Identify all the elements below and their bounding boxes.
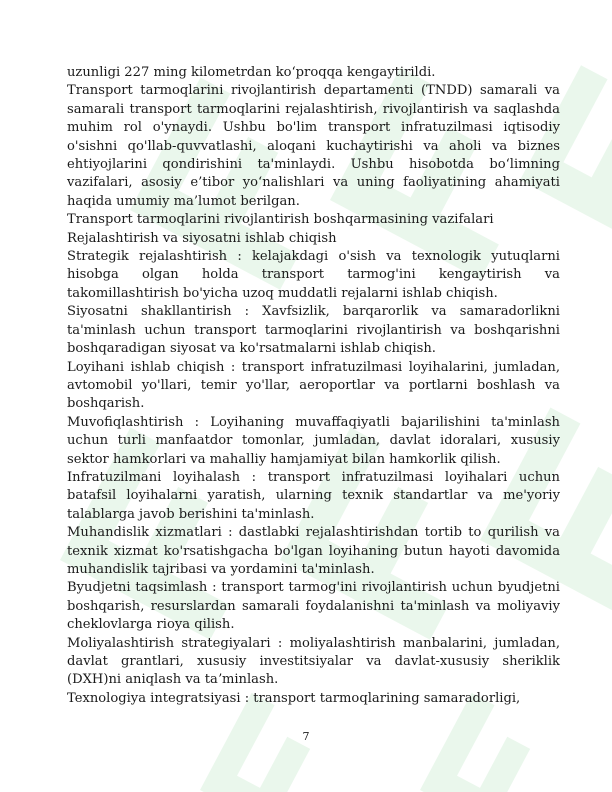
paragraph: Muvofiqlashtirish : Loyihaning muvaffaqiyatli bajarilishini ta'minlash uchun turli manfaatdor tomonlar, jumladan, davlat idoralari, xususiy sektor hamkorlari va mahalliy hamjamiyat bilan hamkorlik qilish.	[67, 414, 560, 467]
paragraph: Transport tarmoqlarini rivojlantirish departamenti (TNDD) samarali va samarali transport tarmoqlarini rejalashtirish, rivojlantirish va saqlashda muhim rol o'ynaydi. Ushbu bo'lim transport infratuzilmasi iqtisodiy o'sishni qo'llab-quvvatlashi, aloqani kuchaytirishi va aholi va biznes ehtiyojlarini qondirishini ta'minlaydi. Ushbu hisobotda bo‘limning vazifalari, asosiy e’tibor yo‘nalishlari va uning faoliyatining ahamiyati haqida umumiy ma’lumot berilgan.	[67, 83, 560, 209]
subsection-heading: Rejalashtirish va siyosatni ishlab chiqish	[67, 230, 337, 246]
paragraph: Byudjetni taqsimlash : transport tarmog'ini rivojlantirish uchun byudjetni boshqarish, resurslardan samarali foydalanishni ta'minlash va moliyaviy cheklovlarga rioya qilish.	[67, 580, 560, 633]
paragraph: uzunligi 227 ming kilometrdan koʻproqqa kengaytirildi.	[67, 65, 436, 80]
paragraph: Siyosatni shakllantirish : Xavfsizlik, barqarorlik va samaradorlikni ta'minlash uchun transport tarmoqlarini rivojlantirish va boshqarishni boshqaradigan siyosat va ko'rsatmalarni ishlab chiqish.	[67, 304, 560, 357]
paragraph: Infratuzilmani loyihalash : transport infratuzilmasi loyihalari uchun batafsil loyihalarni yaratish, ularning texnik standartlar va me'yoriy talablarga javob berishini ta'minlash.	[67, 469, 560, 522]
section-heading: Transport tarmoqlarini rivojlantirish boshqarmasining vazifalari	[67, 212, 494, 228]
paragraph: Loyihani ishlab chiqish : transport infratuzilmasi loyihalarini, jumladan, avtomobil yo'llari, temir yo'llar, aeroportlar va portlarni boshlash va boshqarish.	[67, 359, 560, 412]
paragraph: Texnologiya integratsiyasi : transport tarmoqlarining samaradorligi,	[67, 690, 521, 706]
paragraph: Strategik rejalashtirish : kelajakdagi o'sish va texnologik yutuqlarni hisobga olgan holda transport tarmog'ini kengaytirish va takomillashtirish bo'yicha uzoq muddatli rejalarni ishlab chiqish.	[67, 249, 560, 301]
paragraph: Moliyalashtirish strategiyalari : moliyalashtirish manbalarini, jumladan, davlat grantlari, xususiy investitsiyalar va davlat-xususiy sheriklik (DXH)ni aniqlash va taʼminlash.	[67, 635, 560, 688]
page-number: 7	[302, 730, 310, 743]
document-body	[67, 64, 560, 708]
paragraph: Muhandislik xizmatlari : dastlabki rejalashtirishdan tortib to qurilish va texnik xizmat ko'rsatishgacha bo'lgan loyihaning butun hayoti davomida muhandislik tajribasi va yordamini ta'minlash.	[67, 525, 560, 577]
